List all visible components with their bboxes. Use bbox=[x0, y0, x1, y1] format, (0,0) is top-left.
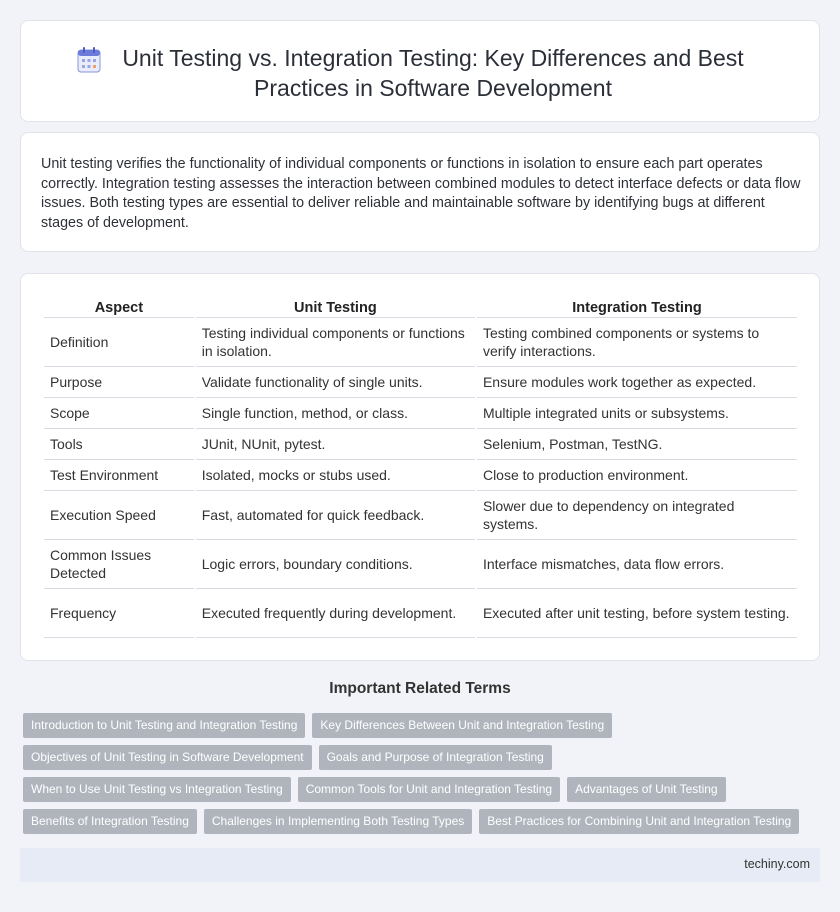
table-cell: Execution Speed bbox=[44, 491, 194, 540]
page-title: Unit Testing vs. Integration Testing: Key Differences and Best Practices in Software Development bbox=[122, 45, 744, 101]
table-cell: Scope bbox=[44, 398, 194, 429]
related-term-tag[interactable]: Common Tools for Unit and Integration Testing bbox=[298, 777, 560, 802]
table-cell: Common Issues Detected bbox=[44, 540, 194, 589]
intro-paragraph: Unit testing verifies the functionality of individual components or functions in isolation to ensure each part operates correctly. Integration testing assesses the interaction between combined modules to detect interface defects or data flow issues. Both testing types are essential to deliver reliable and maintainable software by identifying bugs at different stages of development. bbox=[41, 156, 801, 231]
table-cell: Fast, automated for quick feedback. bbox=[196, 491, 475, 540]
related-term-tag[interactable]: Introduction to Unit Testing and Integration Testing bbox=[23, 713, 305, 738]
tag-row bbox=[23, 745, 823, 770]
table-cell: Validate functionality of single units. bbox=[196, 367, 475, 398]
related-term-tag[interactable]: Benefits of Integration Testing bbox=[23, 809, 197, 834]
related-term-tag[interactable]: Advantages of Unit Testing bbox=[567, 777, 726, 802]
related-term-tag[interactable]: Objectives of Unit Testing in Software Development bbox=[23, 745, 312, 770]
table-cell: Single function, method, or class. bbox=[196, 398, 475, 429]
table-cell: Test Environment bbox=[44, 460, 194, 491]
table-cell: Frequency bbox=[44, 589, 194, 638]
intro-card bbox=[20, 132, 820, 252]
table-cell: Multiple integrated units or subsystems. bbox=[477, 398, 797, 429]
related-terms-list bbox=[23, 713, 823, 841]
table-cell: Slower due to dependency on integrated systems. bbox=[477, 491, 797, 540]
related-term-tag[interactable]: When to Use Unit Testing vs Integration Testing bbox=[23, 777, 291, 802]
tag-row bbox=[23, 777, 823, 802]
table-row bbox=[44, 589, 797, 638]
related-terms-heading: Important Related Terms bbox=[329, 680, 511, 697]
table-cell: Isolated, mocks or stubs used. bbox=[196, 460, 475, 491]
table-cell: Testing individual components or functions in isolation. bbox=[196, 318, 475, 367]
table-cell: Tools bbox=[44, 429, 194, 460]
table-cell: Purpose bbox=[44, 367, 194, 398]
table-cell: JUnit, NUnit, pytest. bbox=[196, 429, 475, 460]
table-row bbox=[44, 460, 797, 491]
table-header-row bbox=[44, 296, 797, 318]
table-cell: Ensure modules work together as expected. bbox=[477, 367, 797, 398]
title-wrap bbox=[61, 43, 779, 103]
footer-site-link[interactable]: techiny.com bbox=[744, 857, 810, 871]
table-row bbox=[44, 367, 797, 398]
footer bbox=[20, 848, 820, 882]
table-row bbox=[44, 398, 797, 429]
title-card bbox=[20, 20, 820, 122]
related-term-tag[interactable]: Best Practices for Combining Unit and Integration Testing bbox=[479, 809, 799, 834]
table-row bbox=[44, 318, 797, 367]
table-cell: Executed frequently during development. bbox=[196, 589, 475, 638]
related-term-tag[interactable]: Goals and Purpose of Integration Testing bbox=[319, 745, 552, 770]
table-cell: Interface mismatches, data flow errors. bbox=[477, 540, 797, 589]
related-term-tag[interactable]: Challenges in Implementing Both Testing Types bbox=[204, 809, 472, 834]
table-cell: Close to production environment. bbox=[477, 460, 797, 491]
column-header: Integration Testing bbox=[477, 296, 797, 318]
table-row bbox=[44, 429, 797, 460]
related-term-tag[interactable]: Key Differences Between Unit and Integration Testing bbox=[312, 713, 612, 738]
column-header: Aspect bbox=[44, 296, 194, 318]
calendar-icon bbox=[77, 47, 101, 73]
table-row bbox=[44, 491, 797, 540]
tag-row bbox=[23, 809, 823, 834]
table-cell: Testing combined components or systems to verify interactions. bbox=[477, 318, 797, 367]
comparison-table bbox=[42, 296, 799, 638]
table-cell: Definition bbox=[44, 318, 194, 367]
comparison-card bbox=[20, 273, 820, 661]
table-cell: Logic errors, boundary conditions. bbox=[196, 540, 475, 589]
table-row bbox=[44, 540, 797, 589]
tag-row bbox=[23, 713, 823, 738]
column-header: Unit Testing bbox=[196, 296, 475, 318]
table-cell: Selenium, Postman, TestNG. bbox=[477, 429, 797, 460]
table-cell: Executed after unit testing, before system testing. bbox=[477, 589, 797, 638]
